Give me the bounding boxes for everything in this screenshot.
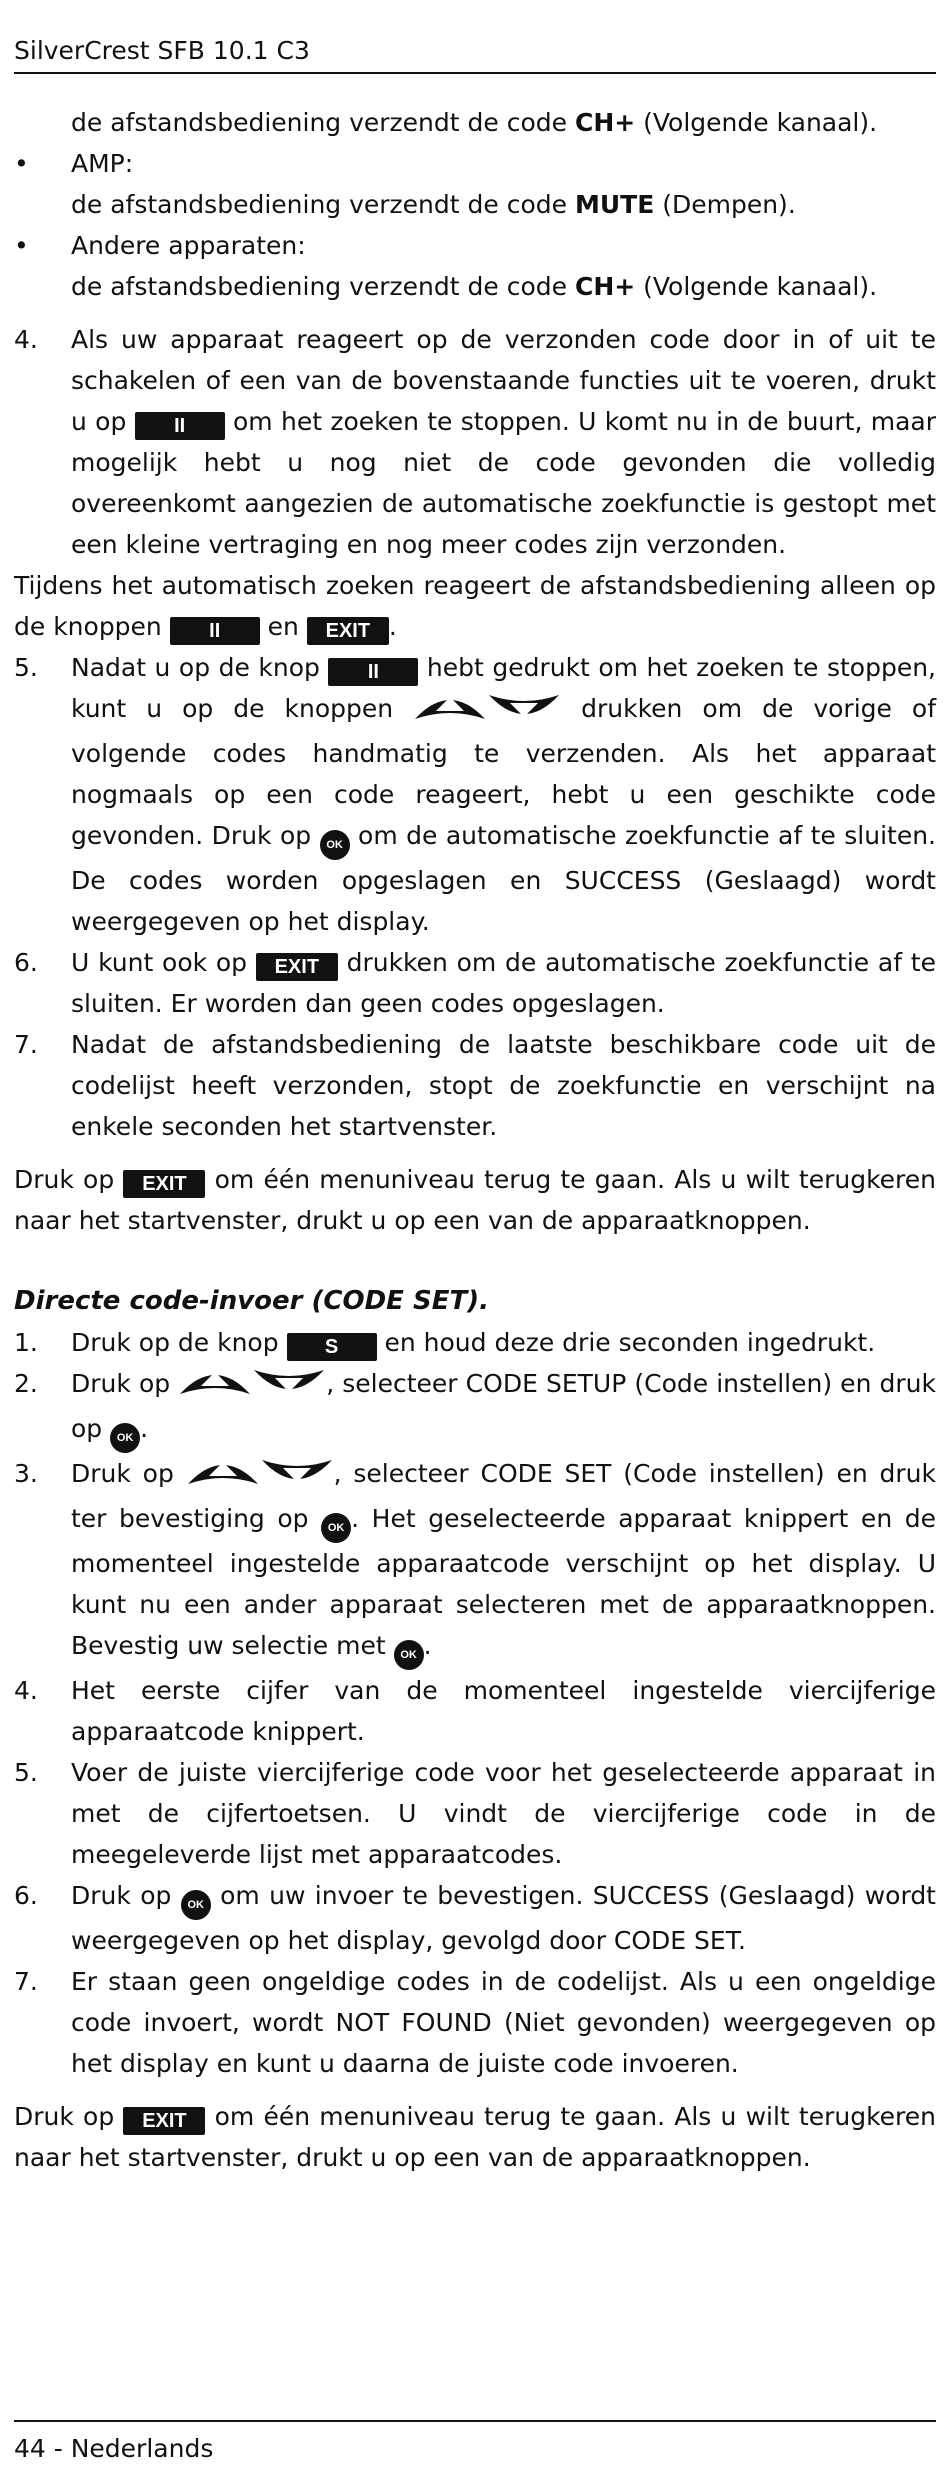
auto-back-note: Druk op EXIT om één menuniveau terug te gaan. Als u wilt terugkeren naar het startvenster, drukt u op een van de apparaatknoppen. (14, 1165, 936, 1235)
codeset-step-1: 1. Druk op de knop S en houd deze drie seconden ingedrukt. (14, 1322, 936, 1363)
codeset-step-3: 3. Druk op , selecteer CODE SET (Code instellen) en druk ter bevestiging op OK . Het geselecteerde apparaat knippert en de momenteel ingestelde apparaatcode verschijnt op het display. U kunt nu een ander apparaat selecteren met de apparaatknoppen. Bevestig uw selectie met OK . (14, 1453, 936, 1670)
other-code-line: de afstandsbediening verzendt de code CH+ (Volgende kanaal). (71, 272, 878, 301)
codeset-back-note: Druk op EXIT om één menuniveau terug te gaan. Als u wilt terugkeren naar het startvenster, drukt u op een van de apparaatknoppen. (14, 2102, 936, 2172)
ok-button-icon: OK (181, 1890, 211, 1920)
bullet-mark: • (14, 149, 29, 178)
tv-code-line: de afstandsbediening verzendt de code CH+ (Volgende kanaal). (71, 108, 878, 137)
ok-button-icon: OK (320, 830, 350, 860)
ok-button-icon: OK (394, 1640, 424, 1670)
auto-step-5: 5. Nadat u op de knop II hebt gedrukt om het zoeken te stoppen, kunt u op de knoppen drukken om de vorige of volgende codes handmatig te verzenden. Als het apparaat nogmaals op een code reageert, hebt u een geschikte code gevonden. Druk op OK om de automatische zoekfunctie af te sluiten. De codes worden opgeslagen en SUCCESS (Geslaagd) wordt weergegeven op het display. (14, 653, 937, 936)
up-down-arrow-keys-icon (413, 692, 561, 733)
auto-step-7: 7. Nadat de afstandsbediening de laatste beschikbare code uit de codelijst heeft verzonden, stopt de zoekfunctie en verschijnt na enkele seconden het startvenster. (14, 1030, 936, 1141)
exit-key-icon: EXIT (256, 953, 338, 981)
exit-key-icon: EXIT (307, 617, 389, 645)
ok-button-icon: OK (110, 1423, 140, 1453)
exit-key-icon: EXIT (123, 2107, 205, 2135)
exit-key-icon: EXIT (123, 1170, 205, 1198)
pause-key-icon: II (170, 617, 260, 645)
running-header: SilverCrest SFB 10.1 C3 (14, 36, 310, 65)
bullet-other-devices: • Andere apparaten: (14, 225, 936, 266)
auto-step-6: 6. U kunt ook op EXIT drukken om de automatische zoekfunctie af te sluiten. Er worden dan geen codes opgeslagen. (14, 948, 936, 1018)
codeset-step-5: 5. Voer de juiste viercijferige code voor het geselecteerde apparaat in met de cijfertoetsen. U vindt de viercijferige code in de meegeleverde lijst met apparaatcodes. (14, 1758, 936, 1869)
codeset-step-7: 7. Er staan geen ongeldige codes in de codelijst. Als u een ongeldige code invoert, wordt NOT FOUND (Niet gevonden) weergegeven op het display en kunt u daarna de juiste code invoeren. (14, 1967, 936, 2078)
codeset-step-4: 4. Het eerste cijfer van de momenteel ingestelde viercijferige apparaatcode knippert. (14, 1676, 936, 1746)
up-down-arrow-keys-icon (186, 1457, 334, 1498)
up-down-arrow-keys-icon (178, 1367, 326, 1408)
codeset-step-6: 6. Druk op OK om uw invoer te bevestigen. SUCCESS (Geslaagd) wordt weergegeven op het display, gevolgd door CODE SET. (14, 1881, 936, 1955)
amp-code-line: de afstandsbediening verzendt de code MUTE (Dempen). (71, 190, 796, 219)
codeset-step-2: 2. Druk op , selecteer CODE SETUP (Code instellen) en druk op OK . (14, 1363, 936, 1453)
page-footer: 44 - Nederlands (14, 2434, 214, 2463)
ok-button-icon: OK (321, 1513, 351, 1543)
bullet-amp: • AMP: (14, 143, 936, 184)
auto-step-4: 4. Als uw apparaat reageert op de verzonden code door in of uit te schakelen of een van de bovenstaande functies uit te voeren, drukt u op II om het zoeken te stoppen. U komt nu in de buurt, maar mogelijk hebt u nog niet de code gevonden die volledig overeenkomt aangezien de automatische zoekfunctie is gestopt met een kleine vertraging en nog meer codes zijn verzonden. (14, 325, 936, 559)
section-heading: Directe code-invoer (CODE SET). (14, 1286, 489, 1316)
header-rule (14, 72, 936, 74)
bullet-mark: • (14, 231, 29, 260)
auto-search-note: Tijdens het automatisch zoeken reageert de afstandsbediening alleen op de knoppen II en EXIT . (14, 565, 936, 647)
manual-body (14, 102, 936, 2178)
footer-rule (14, 2420, 936, 2422)
pause-key-icon: II (328, 658, 418, 686)
pause-key-icon: II (135, 412, 225, 440)
s-key-icon: S (287, 1333, 377, 1361)
